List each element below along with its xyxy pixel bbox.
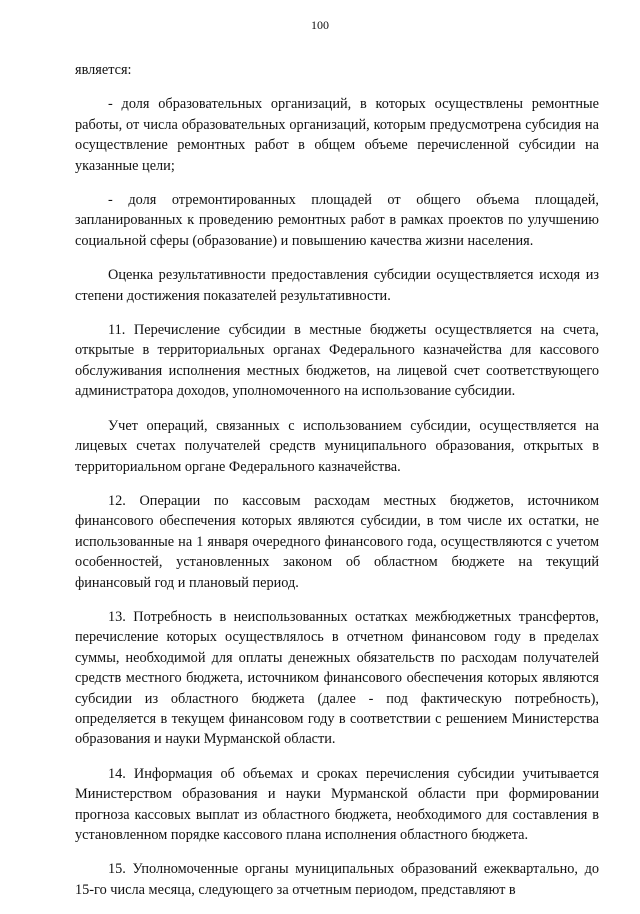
paragraph-clause-11: 11. Перечисление субсидии в местные бюджеты осуществляется на счета, открытые в территориальных органах Федерального казначейства для кассового обслуживания исполнения местных бюджетов, на лицевой счет соответствующего администратора доходов, уполномоченного на использование субсидии. [75, 322, 599, 400]
paragraph-continuation: является: [75, 62, 132, 78]
paragraph-bullet-organizations-share: - доля образовательных организаций, в которых осуществлены ремонтные работы, от числа образовательных организаций, которым предусмотрена субсидия на осуществление ремонтных работ в общем объеме перечисленной субсидии на указанные цели; [75, 96, 599, 174]
paragraph-effectiveness-evaluation: Оценка результативности предоставления субсидии осуществляется исходя из степени достижения показателей результативности. [75, 267, 599, 304]
paragraph-clause-14: 14. Информация об объемах и сроках перечисления субсидии учитывается Министерством образования и науки Мурманской области при формировании прогноза кассовых выплат из областного бюджета, необходимого для составления в установленном порядке кассового плана исполнения областного бюджета. [75, 765, 599, 843]
paragraph-clause-12: 12. Операции по кассовым расходам местных бюджетов, источником финансового обеспечения которых являются субсидии, в том числе их остатки, не использованные на 1 января очередного финансового года, осуществляются с учетом особенностей, установленных законом об областном бюджете на текущий финансовый год и плановый период. [75, 492, 599, 591]
paragraph-clause-13: 13. Потребность в неиспользованных остатках межбюджетных трансфертов, перечисление которых осуществлялось в отчетном финансовом году в пределах суммы, необходимой для оплаты денежных обязательств по расходам получателей средств местного бюджета, источником финансового обеспечения которых являются субсидии из областного бюджета (далее - под фактическую потребность), определяется в текущем финансовом году в соответствии с решением Министерства образования и науки Мурманской области. [75, 608, 599, 748]
page-number: 100 [311, 18, 329, 32]
paragraph-bullet-areas-share: - доля отремонтированных площадей от общего объема площадей, запланированных к проведению ремонтных работ в рамках проектов по улучшению социальной сферы (образование) и повышению качества жизни населения. [75, 192, 599, 249]
paragraph-operations-accounting: Учет операций, связанных с использованием субсидии, осуществляется на лицевых счетах получателей средств муниципального образования, открытых в территориальном органе Федерального казначейства. [75, 417, 599, 475]
document-body [75, 60, 599, 914]
paragraph-clause-15: 15. Уполномоченные органы муниципальных образований ежеквартально, до 15-го числа месяца, следующего за отчетным периодом, представляют в [75, 861, 599, 898]
